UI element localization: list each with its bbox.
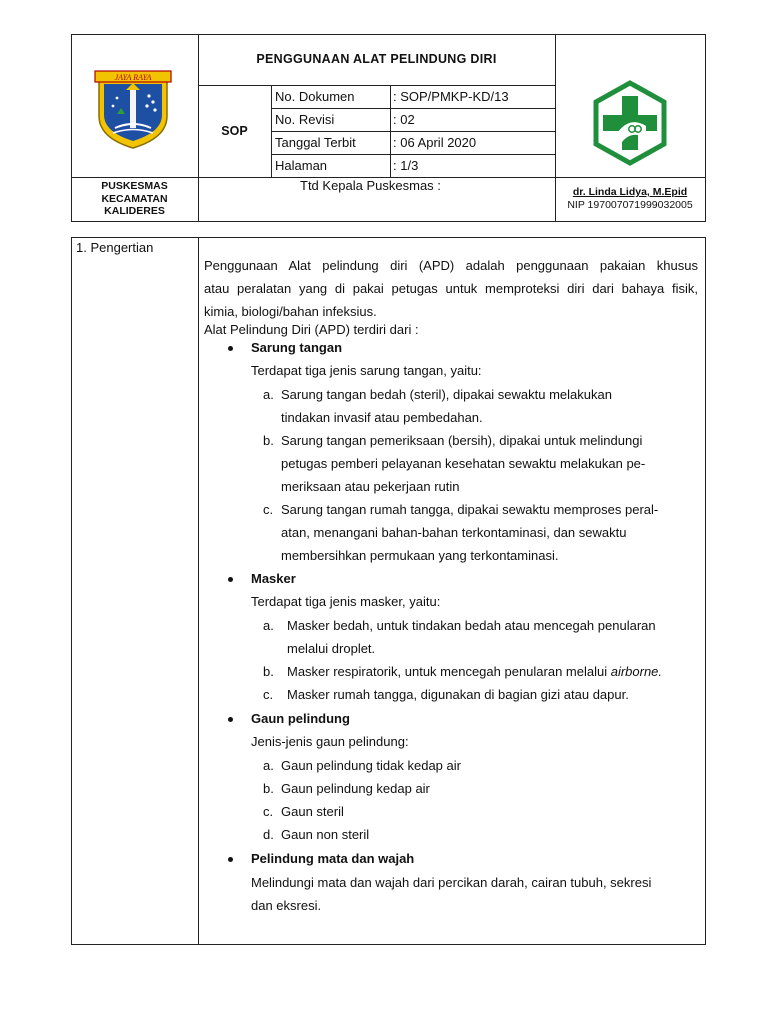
lead-line: dan eksresi. xyxy=(251,898,322,913)
group-lead-pelindung-mata xyxy=(251,871,701,917)
item-masker-respiratorik xyxy=(287,660,699,683)
lead-line: Melindungi mata dan wajah dari percikan darah, cairan tubuh, sekresi xyxy=(251,875,652,890)
item-sarung-bedah xyxy=(281,383,699,429)
item-marker: c. xyxy=(263,804,274,819)
item-line-italic: airborne. xyxy=(610,664,663,679)
item-masker-bedah xyxy=(287,614,699,660)
org-line-3: KALIDERES xyxy=(104,205,165,217)
meta-value-no-revisi: : 02 xyxy=(393,112,415,127)
signer-name: dr. Linda Lidya, M.Epid xyxy=(572,186,688,198)
item-gaun-kedap: Gaun pelindung kedap air xyxy=(281,781,430,796)
sop-label: SOP xyxy=(221,124,248,138)
item-line: Masker respiratorik, untuk mencegah penularan melalui xyxy=(287,664,611,679)
item-sarung-pemeriksaan xyxy=(281,429,699,498)
group-lead-sarung-tangan: Terdapat tiga jenis sarung tangan, yaitu: xyxy=(251,363,482,378)
group-title-pelindung-mata: Pelindung mata dan wajah xyxy=(251,851,415,866)
meta-value-tanggal-terbit: : 06 April 2020 xyxy=(393,135,477,150)
intro-line-1: Penggunaan Alat pelindung diri (APD) adalah penggunaan pakaian khusus xyxy=(204,258,698,273)
item-line: melalui droplet. xyxy=(287,641,376,656)
item-line: membersihkan permukaan yang terkontaminasi. xyxy=(281,548,559,563)
meta-label-no-dokumen: No. Dokumen xyxy=(275,89,355,104)
group-lead-gaun: Jenis-jenis gaun pelindung: xyxy=(251,734,409,749)
meta-label-no-revisi: No. Revisi xyxy=(275,112,335,127)
apd-intro: Alat Pelindung Diri (APD) terdiri dari : xyxy=(204,322,419,337)
group-title-sarung-tangan: Sarung tangan xyxy=(251,340,343,355)
org-line-1: PUSKESMAS xyxy=(101,180,168,192)
item-line: atan, menangani bahan-bahan terkontaminasi, dan sewaktu xyxy=(281,525,627,540)
item-line: Masker bedah, untuk tindakan bedah atau mencegah penularan xyxy=(287,618,656,633)
crest-banner-text: JAYA RAYA xyxy=(114,73,152,82)
meta-value-halaman: : 1/3 xyxy=(393,158,419,173)
signer-nip: NIP 197007071999032005 xyxy=(567,199,693,211)
intro-line-3: kimia, biologi/bahan infeksius. xyxy=(204,304,377,319)
item-marker: a. xyxy=(263,758,274,773)
item-line: meriksaan atau pekerjaan rutin xyxy=(281,479,460,494)
intro-line-2: atau peralatan yang di pakai petugas untuk memproteksi diri dari bahaya fisik, xyxy=(204,281,698,296)
item-marker: a. xyxy=(263,387,274,402)
jakarta-crest-logo xyxy=(93,68,173,150)
ttd-label: Ttd Kepala Puskesmas : xyxy=(300,178,441,193)
bullet-icon xyxy=(228,346,233,351)
bullet-icon xyxy=(228,577,233,582)
org-line-2: KECAMATAN xyxy=(101,192,168,205)
meta-label-tanggal-terbit: Tanggal Terbit xyxy=(275,135,356,150)
item-marker: d. xyxy=(263,827,274,842)
intro-paragraph xyxy=(204,254,698,323)
document-title: PENGGUNAAN ALAT PELINDUNG DIRI xyxy=(256,52,497,66)
item-line: Sarung tangan rumah tangga, dipakai sewaktu memproses peral- xyxy=(281,502,659,517)
item-marker: b. xyxy=(263,664,274,679)
group-title-gaun: Gaun pelindung xyxy=(251,711,350,726)
item-line: Masker rumah tangga, digunakan di bagian gizi atau dapur. xyxy=(287,687,629,702)
item-line: tindakan invasif atau pembedahan. xyxy=(281,410,483,425)
group-lead-masker: Terdapat tiga jenis masker, yaitu: xyxy=(251,594,441,609)
item-line: Sarung tangan pemeriksaan (bersih), dipakai untuk melindungi xyxy=(281,433,643,448)
item-gaun-non-steril: Gaun non steril xyxy=(281,827,370,842)
item-marker: c. xyxy=(263,687,274,702)
item-line: Sarung tangan bedah (steril), dipakai sewaktu melakukan xyxy=(281,387,612,402)
item-marker: b. xyxy=(263,781,274,796)
item-gaun-tidak-kedap: Gaun pelindung tidak kedap air xyxy=(281,758,461,773)
bullet-icon xyxy=(228,717,233,722)
item-marker: b. xyxy=(263,433,274,448)
bullet-icon xyxy=(228,857,233,862)
org-name xyxy=(71,180,198,218)
item-marker: a. xyxy=(263,618,274,633)
item-gaun-steril: Gaun steril xyxy=(281,804,344,819)
puskesmas-logo xyxy=(592,80,668,166)
item-sarung-rumah-tangga xyxy=(281,498,699,567)
item-marker: c. xyxy=(263,502,274,517)
section-label: 1. Pengertian xyxy=(76,240,154,255)
meta-value-no-dokumen: : SOP/PMKP-KD/13 xyxy=(393,89,509,104)
meta-label-halaman: Halaman xyxy=(275,158,328,173)
group-title-masker: Masker xyxy=(251,571,296,586)
item-line: petugas pemberi pelayanan kesehatan sewaktu melakukan pe- xyxy=(281,456,646,471)
item-masker-rumah-tangga xyxy=(287,683,699,706)
